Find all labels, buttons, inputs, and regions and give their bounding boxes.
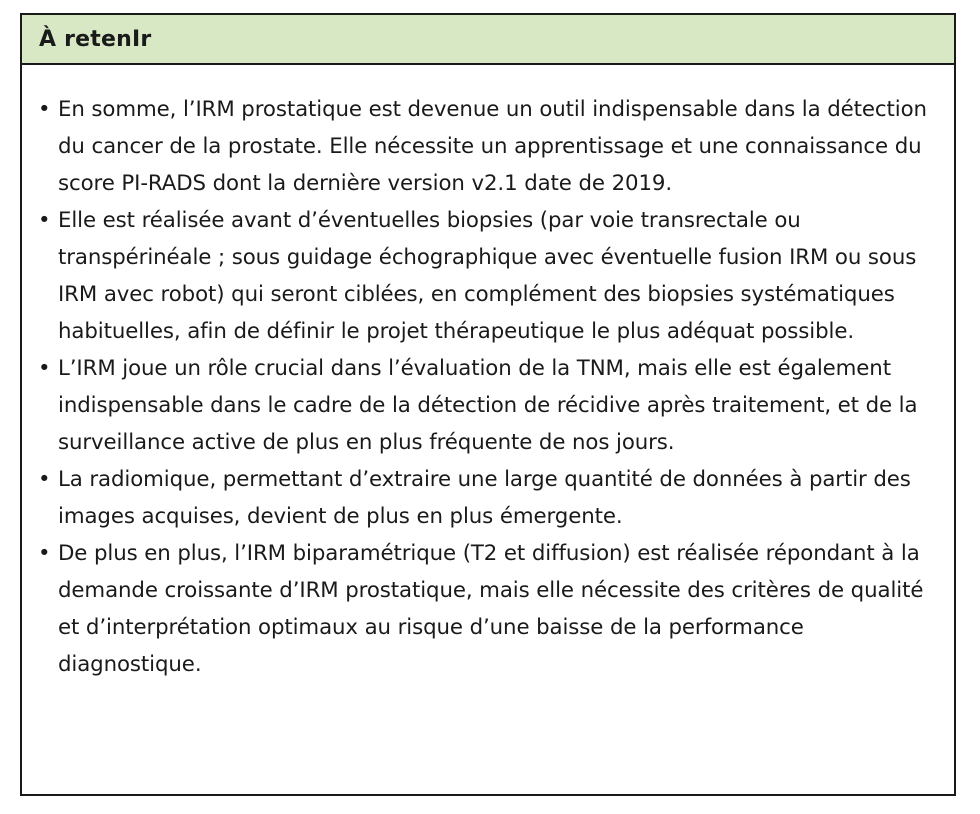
list-item: [38, 91, 934, 202]
key-points-box: [20, 13, 956, 796]
box-title: À retenIr: [39, 26, 152, 52]
list-item-text: L’IRM joue un rôle crucial dans l’évaluation de la TNM, mais elle est également indispensable dans le cadre de la détection de récidive après traitement, et de la surveillance active de plus en plus fréquente de nos jours.: [58, 356, 918, 455]
list-item-text: De plus en plus, l’IRM biparamétrique (T2 et diffusion) est réalisée répondant à la demande croissante d’IRM prostatique, mais elle nécessite des critères de qualité et d’interprétation optimaux au risque d’une baisse de la performance diagnostique.: [58, 541, 924, 677]
list-item: [38, 202, 934, 350]
bullet-icon: •: [38, 541, 51, 566]
list-item-text: La radiomique, permettant d’extraire une large quantité de données à partir des images acquises, devient de plus en plus émergente.: [58, 467, 911, 529]
list-item: [38, 535, 934, 683]
box-header: [22, 15, 954, 65]
list-item-text: Elle est réalisée avant d’éventuelles biopsies (par voie transrectale ou transpérinéale ; sous guidage échographique avec éventuelle fusion IRM ou sous IRM avec robot) qui seront ciblées, en complément des biopsies systématiques habituelles, afin de définir le projet thérapeutique le plus adéquat possible.: [58, 208, 917, 344]
list-item: [38, 461, 934, 535]
bullet-icon: •: [38, 467, 51, 492]
key-points-list: [22, 65, 954, 683]
list-item-text: En somme, l’IRM prostatique est devenue un outil indispensable dans la détection du cancer de la prostate. Elle nécessite un apprentissage et une connaissance du score PI-RADS dont la dernière version v2.1 date de 2019.: [58, 97, 927, 196]
bullet-icon: •: [38, 356, 51, 381]
list-item: [38, 350, 934, 461]
bullet-icon: •: [38, 97, 51, 122]
bullet-icon: •: [38, 208, 51, 233]
